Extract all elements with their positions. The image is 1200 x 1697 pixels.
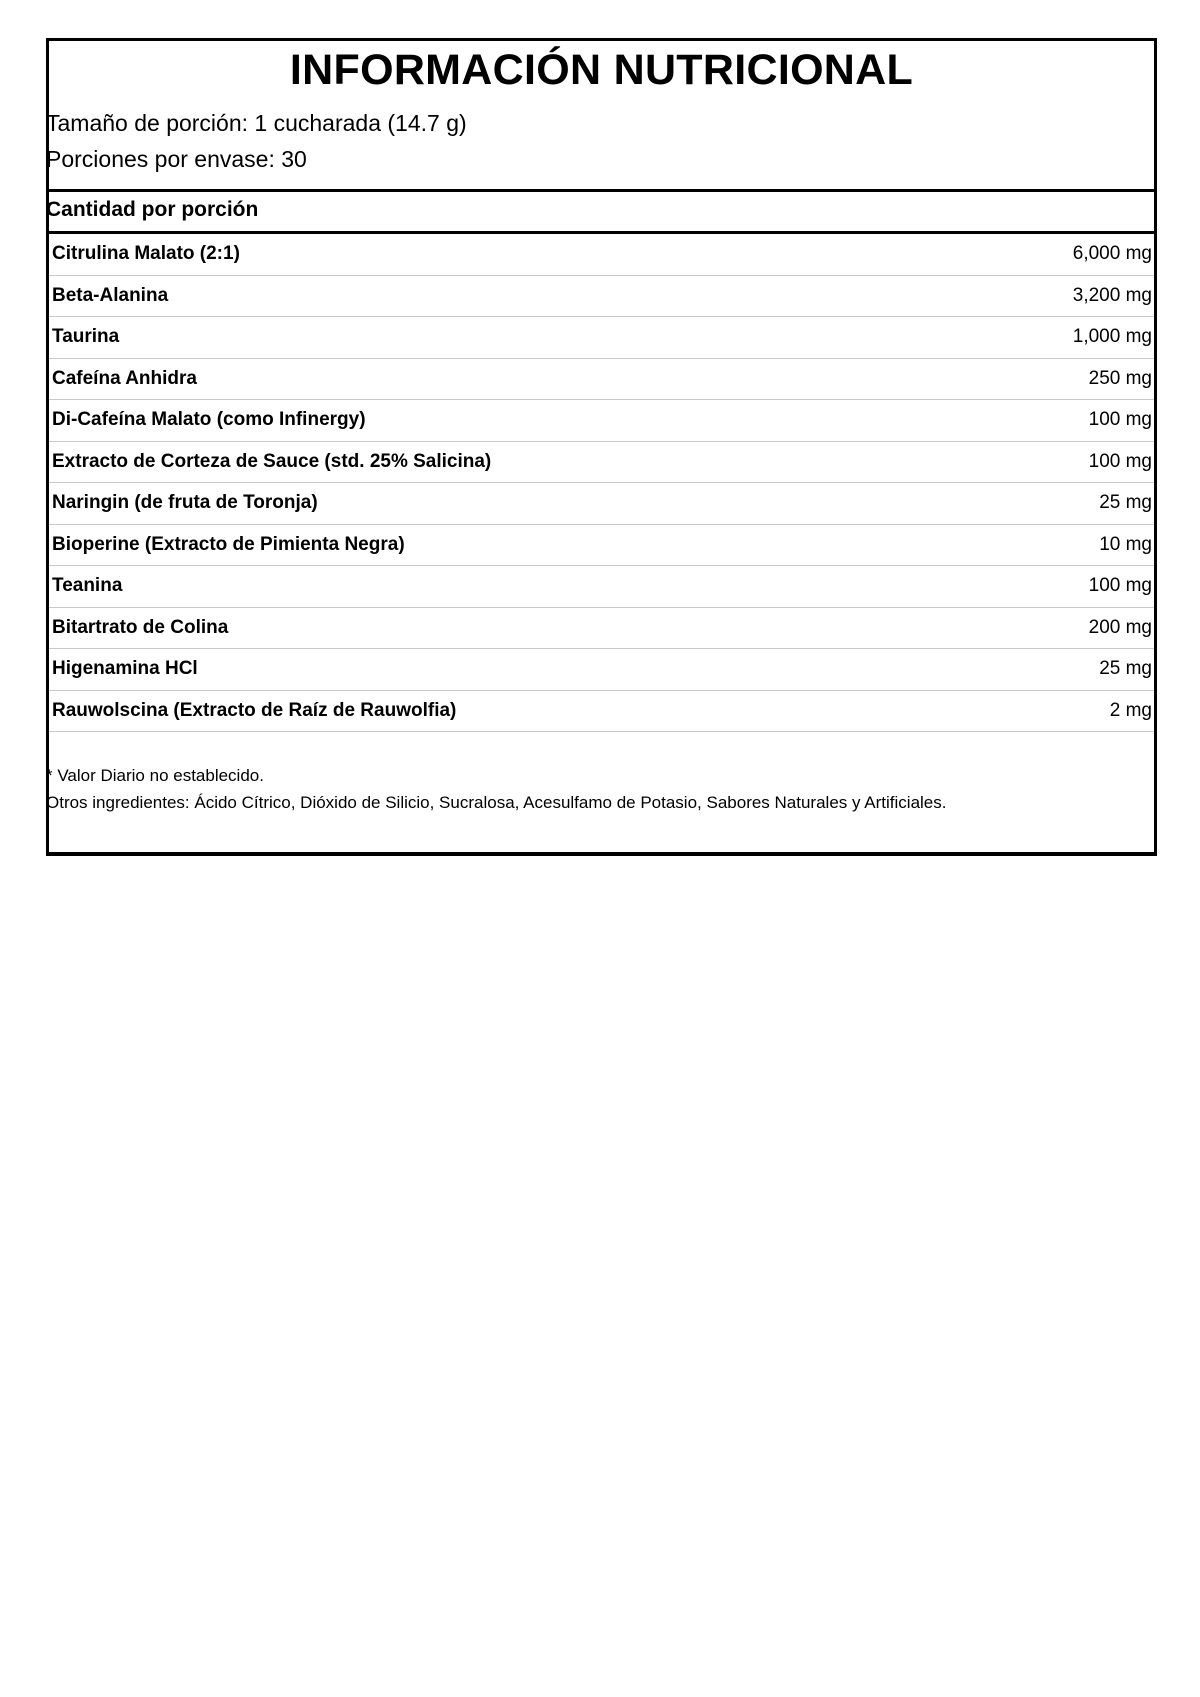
ingredient-name: Rauwolscina (Extracto de Raíz de Rauwolfia)	[52, 699, 457, 721]
ingredient-row	[49, 359, 1154, 401]
amount-per-serving-header: Cantidad por porción	[46, 198, 259, 221]
ingredient-row	[49, 649, 1154, 691]
divider-thick-top	[49, 189, 1154, 192]
ingredient-row	[49, 317, 1154, 359]
ingredient-table	[49, 234, 1154, 732]
ingredient-name: Bitartrato de Colina	[52, 616, 229, 638]
ingredient-amount: 3,200 mg	[1072, 284, 1152, 306]
ingredient-amount: 100 mg	[1088, 450, 1152, 472]
ingredient-row	[49, 566, 1154, 608]
ingredient-row	[49, 442, 1154, 484]
ingredient-name: Di-Cafeína Malato (como Infinergy)	[52, 409, 366, 430]
daily-value-note: * Valor Diario no establecido.	[46, 766, 264, 785]
ingredient-row	[49, 608, 1154, 650]
ingredient-row	[49, 276, 1154, 318]
ingredient-amount: 6,000 mg	[1072, 243, 1152, 264]
ingredient-amount: 250 mg	[1088, 367, 1152, 389]
serving-size: Tamaño de porción: 1 cucharada (14.7 g)	[46, 110, 467, 136]
ingredient-amount: 2 mg	[1109, 699, 1152, 721]
servings-per-container: Porciones por envase: 30	[46, 146, 307, 172]
ingredient-name: Bioperine (Extracto de Pimienta Negra)	[52, 533, 405, 555]
ingredient-name: Cafeína Anhidra	[52, 367, 197, 389]
ingredient-amount: 1,000 mg	[1072, 326, 1152, 347]
ingredient-row	[49, 525, 1154, 567]
ingredient-name: Taurina	[52, 326, 120, 347]
panel-title: INFORMACIÓN NUTRICIONAL	[289, 46, 914, 94]
ingredient-amount: 10 mg	[1099, 533, 1152, 555]
ingredient-row	[49, 483, 1154, 525]
ingredient-name: Higenamina HCl	[52, 658, 198, 679]
ingredient-name: Naringin (de fruta de Toronja)	[52, 492, 318, 513]
ingredient-amount: 100 mg	[1088, 409, 1152, 430]
other-ingredients: Otros ingredientes: Ácido Cítrico, Dióxido de Silicio, Sucralosa, Acesulfamo de Potasio, Sabores Naturales y Artificiales.	[46, 793, 947, 812]
ingredient-row	[49, 691, 1154, 733]
ingredient-name: Beta-Alanina	[52, 284, 169, 306]
ingredient-name: Teanina	[52, 575, 123, 596]
ingredient-row	[49, 400, 1154, 442]
ingredient-row	[49, 234, 1154, 276]
ingredient-amount: 100 mg	[1088, 575, 1152, 596]
nutrition-facts-panel	[46, 38, 1157, 856]
ingredient-amount: 200 mg	[1088, 616, 1152, 638]
ingredient-amount: 25 mg	[1099, 492, 1152, 513]
ingredient-name: Extracto de Corteza de Sauce (std. 25% Salicina)	[52, 450, 492, 472]
ingredient-amount: 25 mg	[1099, 658, 1152, 679]
ingredient-name: Citrulina Malato (2:1)	[52, 243, 240, 264]
